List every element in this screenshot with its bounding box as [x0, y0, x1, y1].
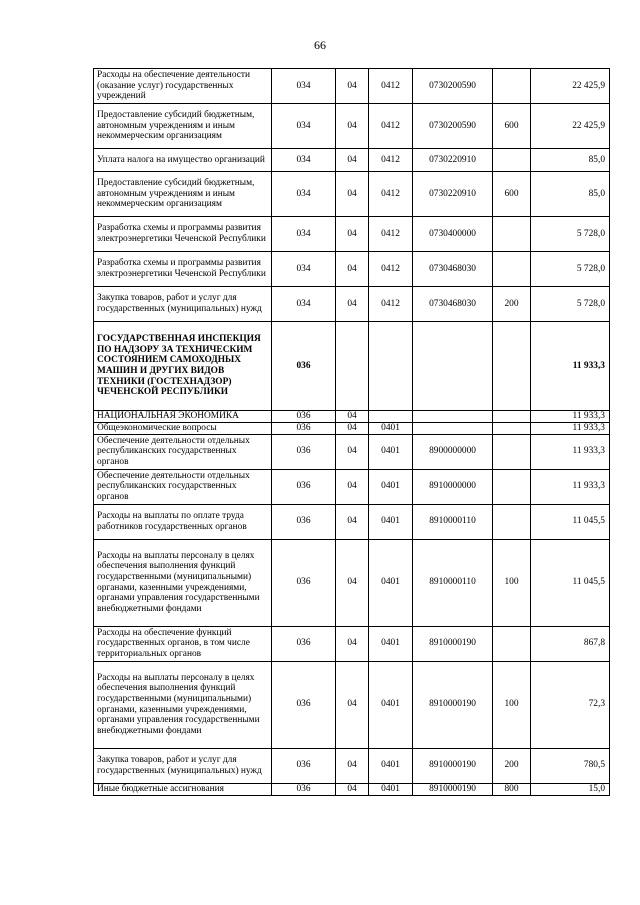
cell-ministry-code: 034: [272, 217, 336, 252]
cell-name: Закупка товаров, работ и услуг для государственных (муниципальных) нужд: [94, 748, 272, 783]
cell-ministry-code: 036: [272, 434, 336, 469]
cell-amount: 867,8: [531, 626, 610, 661]
table-row: [94, 434, 610, 469]
cell-target-article: [413, 322, 493, 411]
cell-section-code: 04: [336, 423, 369, 435]
cell-target-article: 0730220910: [413, 172, 493, 217]
cell-target-article: [413, 423, 493, 435]
cell-amount: 22 425,9: [531, 104, 610, 149]
cell-section-code: 04: [336, 104, 369, 149]
cell-ministry-code: 034: [272, 69, 336, 104]
cell-name: Разработка схемы и программы развития электроэнергетики Чеченской Республики: [94, 217, 272, 252]
cell-section-code: 04: [336, 149, 369, 172]
cell-expense-type: 800: [493, 783, 531, 795]
cell-subsection-code: [369, 411, 413, 423]
cell-ministry-code: 036: [272, 661, 336, 748]
cell-expense-type: [493, 504, 531, 539]
page-number: 66: [314, 38, 326, 52]
cell-target-article: 8910000000: [413, 469, 493, 504]
table-row: [94, 252, 610, 287]
cell-subsection-code: 0412: [369, 287, 413, 322]
cell-section-code: 04: [336, 748, 369, 783]
cell-target-article: 0730200590: [413, 69, 493, 104]
cell-amount: 15,0: [531, 783, 610, 795]
cell-section-code: 04: [336, 783, 369, 795]
table-row: [94, 149, 610, 172]
cell-expense-type: [493, 411, 531, 423]
table-row: [94, 172, 610, 217]
cell-name: Расходы на обеспечение деятельности (оказание услуг) государственных учреждений: [94, 69, 272, 104]
cell-amount: 5 728,0: [531, 252, 610, 287]
cell-amount: 72,3: [531, 661, 610, 748]
cell-subsection-code: 0401: [369, 504, 413, 539]
cell-name: Иные бюджетные ассигнования: [94, 783, 272, 795]
cell-subsection-code: 0401: [369, 661, 413, 748]
cell-target-article: 0730468030: [413, 287, 493, 322]
cell-ministry-code: 036: [272, 626, 336, 661]
table-row: [94, 423, 610, 435]
cell-section-code: 04: [336, 539, 369, 626]
cell-expense-type: [493, 469, 531, 504]
cell-target-article: 8910000190: [413, 783, 493, 795]
cell-ministry-code: 034: [272, 104, 336, 149]
table-row: [94, 217, 610, 252]
cell-name: Обеспечение деятельности отдельных республиканских государственных органов: [94, 469, 272, 504]
cell-expense-type: [493, 423, 531, 435]
cell-amount: 11 933,3: [531, 423, 610, 435]
cell-subsection-code: [369, 322, 413, 411]
cell-section-code: 04: [336, 172, 369, 217]
cell-ministry-code: 034: [272, 252, 336, 287]
cell-name: Общеэкономические вопросы: [94, 423, 272, 435]
cell-amount: 11 933,3: [531, 469, 610, 504]
cell-expense-type: [493, 434, 531, 469]
cell-amount: 780,5: [531, 748, 610, 783]
cell-amount: 5 728,0: [531, 217, 610, 252]
cell-subsection-code: 0412: [369, 104, 413, 149]
cell-target-article: 8910000190: [413, 626, 493, 661]
cell-amount: 22 425,9: [531, 69, 610, 104]
cell-name: Предоставление субсидий бюджетным, автономным учреждениям и иным некоммерческим организациям: [94, 172, 272, 217]
table-row: [94, 783, 610, 795]
cell-section-code: [336, 322, 369, 411]
cell-amount: 11 933,3: [531, 322, 610, 411]
cell-expense-type: [493, 69, 531, 104]
cell-ministry-code: 034: [272, 172, 336, 217]
table-row: [94, 69, 610, 104]
cell-subsection-code: 0412: [369, 69, 413, 104]
cell-subsection-code: 0412: [369, 217, 413, 252]
cell-ministry-code: 036: [272, 322, 336, 411]
cell-ministry-code: 036: [272, 783, 336, 795]
table-row: [94, 504, 610, 539]
cell-target-article: 8910000110: [413, 504, 493, 539]
table-row: [94, 411, 610, 423]
cell-subsection-code: 0401: [369, 783, 413, 795]
cell-subsection-code: 0401: [369, 423, 413, 435]
cell-subsection-code: 0401: [369, 469, 413, 504]
cell-subsection-code: 0412: [369, 252, 413, 287]
cell-name: Предоставление субсидий бюджетным, автономным учреждениям и иным некоммерческим организациям: [94, 104, 272, 149]
cell-section-code: 04: [336, 626, 369, 661]
cell-ministry-code: 034: [272, 287, 336, 322]
cell-expense-type: 600: [493, 172, 531, 217]
cell-target-article: 8910000110: [413, 539, 493, 626]
cell-expense-type: 200: [493, 287, 531, 322]
cell-subsection-code: 0412: [369, 172, 413, 217]
cell-ministry-code: 036: [272, 469, 336, 504]
cell-section-code: 04: [336, 252, 369, 287]
cell-subsection-code: 0412: [369, 149, 413, 172]
cell-amount: 5 728,0: [531, 287, 610, 322]
cell-expense-type: 200: [493, 748, 531, 783]
cell-section-code: 04: [336, 434, 369, 469]
cell-ministry-code: 036: [272, 748, 336, 783]
cell-amount: 11 933,3: [531, 434, 610, 469]
cell-section-code: 04: [336, 217, 369, 252]
cell-name: Уплата налога на имущество организаций: [94, 149, 272, 172]
cell-section-code: 04: [336, 287, 369, 322]
cell-target-article: 0730468030: [413, 252, 493, 287]
cell-target-article: 8910000190: [413, 661, 493, 748]
cell-section-code: 04: [336, 69, 369, 104]
table-row: [94, 661, 610, 748]
cell-ministry-code: 036: [272, 423, 336, 435]
cell-target-article: 0730400000: [413, 217, 493, 252]
cell-name: НАЦИОНАЛЬНАЯ ЭКОНОМИКА: [94, 411, 272, 423]
cell-target-article: [413, 411, 493, 423]
cell-section-code: 04: [336, 504, 369, 539]
table-row: [94, 748, 610, 783]
cell-ministry-code: 036: [272, 411, 336, 423]
cell-target-article: 8910000190: [413, 748, 493, 783]
cell-expense-type: 100: [493, 661, 531, 748]
cell-expense-type: 100: [493, 539, 531, 626]
cell-amount: 11 045,5: [531, 504, 610, 539]
budget-table: [93, 68, 610, 796]
cell-subsection-code: 0401: [369, 748, 413, 783]
cell-expense-type: 600: [493, 104, 531, 149]
cell-amount: 85,0: [531, 172, 610, 217]
cell-amount: 11 933,3: [531, 411, 610, 423]
table-row: [94, 469, 610, 504]
cell-name: Обеспечение деятельности отдельных республиканских государственных органов: [94, 434, 272, 469]
cell-ministry-code: 034: [272, 149, 336, 172]
cell-section-code: 04: [336, 469, 369, 504]
cell-name: ГОСУДАРСТВЕННАЯ ИНСПЕКЦИЯ ПО НАДЗОРУ ЗА ТЕХНИЧЕСКИМ СОСТОЯНИЕМ САМОХОДНЫХ МАШИН И ДРУГИХ ВИДОВ ТЕХНИКИ (ГОСТЕХНАДЗОР) ЧЕЧЕНСКОЙ РЕСПУБЛИКИ: [94, 322, 272, 411]
cell-name: Расходы на обеспечение функций государственных органов, в том числе территориальных органов: [94, 626, 272, 661]
cell-amount: 11 045,5: [531, 539, 610, 626]
cell-name: Расходы на выплаты по оплате труда работников государственных органов: [94, 504, 272, 539]
cell-expense-type: [493, 626, 531, 661]
cell-target-article: 8900000000: [413, 434, 493, 469]
cell-section-code: 04: [336, 661, 369, 748]
cell-target-article: 0730220910: [413, 149, 493, 172]
cell-section-code: 04: [336, 411, 369, 423]
cell-name: Расходы на выплаты персоналу в целях обеспечения выполнения функций государственными (муниципальными) органами, казенными учреждениями, органами управления государственными внебюджетными фондами: [94, 539, 272, 626]
cell-subsection-code: 0401: [369, 539, 413, 626]
table-row: [94, 626, 610, 661]
cell-ministry-code: 036: [272, 504, 336, 539]
cell-subsection-code: 0401: [369, 434, 413, 469]
cell-name: Расходы на выплаты персоналу в целях обеспечения выполнения функций государственными (муниципальными) органами, казенными учреждениями, органами управления государственными внебюджетными фондами: [94, 661, 272, 748]
table-row: [94, 539, 610, 626]
cell-expense-type: [493, 149, 531, 172]
cell-name: Закупка товаров, работ и услуг для государственных (муниципальных) нужд: [94, 287, 272, 322]
cell-expense-type: [493, 322, 531, 411]
cell-subsection-code: 0401: [369, 626, 413, 661]
table-row: [94, 287, 610, 322]
table-row: [94, 322, 610, 411]
cell-expense-type: [493, 252, 531, 287]
cell-name: Разработка схемы и программы развития электроэнергетики Чеченской Республики: [94, 252, 272, 287]
table-row: [94, 104, 610, 149]
cell-amount: 85,0: [531, 149, 610, 172]
cell-expense-type: [493, 217, 531, 252]
cell-target-article: 0730200590: [413, 104, 493, 149]
cell-ministry-code: 036: [272, 539, 336, 626]
